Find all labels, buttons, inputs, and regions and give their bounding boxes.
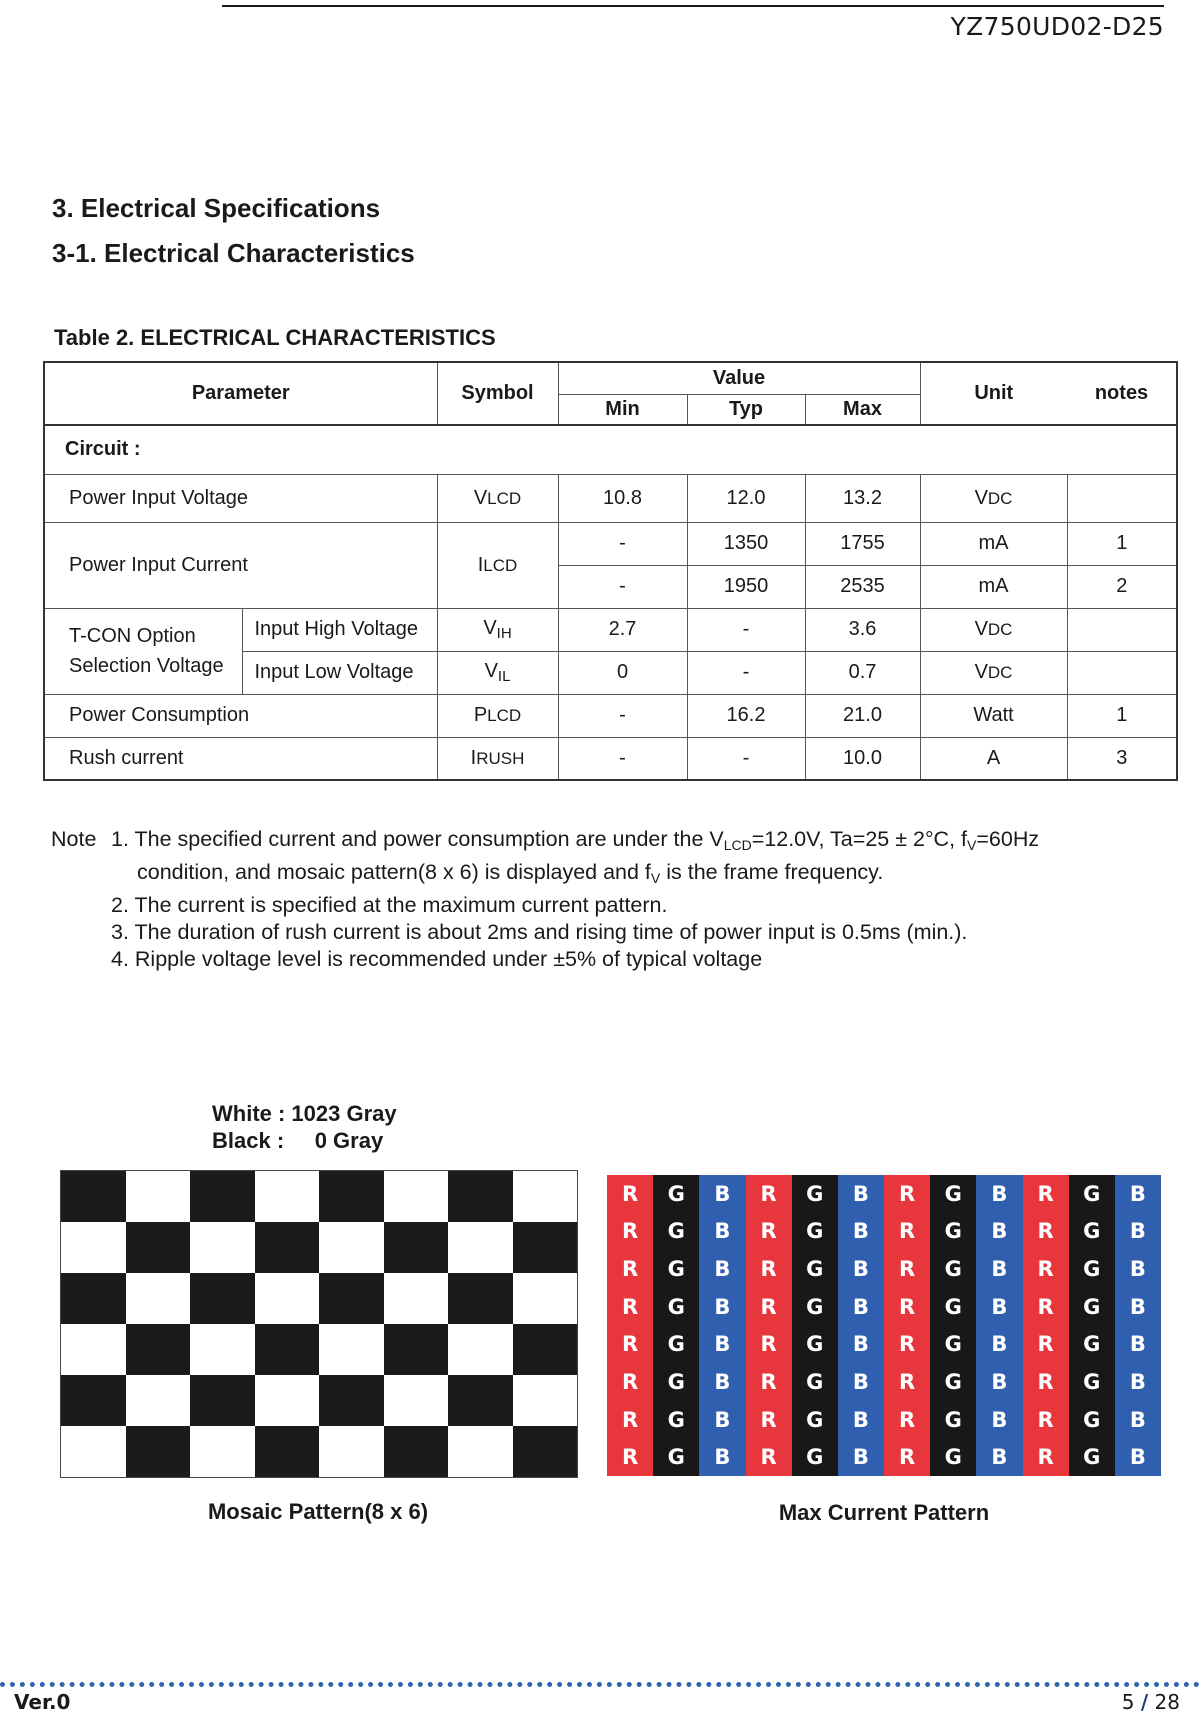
header-value: Value: [558, 362, 920, 394]
pattern-letter: G: [944, 1181, 962, 1206]
param-rush-current: Rush current: [44, 737, 437, 780]
pattern-letter: R: [621, 1369, 639, 1394]
pattern-column-g: [930, 1175, 976, 1476]
pattern-letter: R: [621, 1257, 639, 1282]
cell-notes: 1: [1067, 694, 1177, 737]
pattern-letter: B: [852, 1219, 869, 1244]
mosaic-cell: [255, 1222, 320, 1273]
param-power-input-voltage: Power Input Voltage: [44, 474, 437, 522]
pattern-letter: B: [714, 1407, 731, 1432]
mosaic-cell: [513, 1273, 578, 1324]
symbol-ilcd: ILCD: [437, 522, 558, 608]
mosaic-cell: [61, 1324, 126, 1375]
cell-notes: [1067, 474, 1177, 522]
cell-min: 10.8: [558, 474, 687, 522]
pattern-letter: G: [806, 1332, 824, 1357]
cell-min: 2.7: [558, 608, 687, 651]
pattern-letter: G: [1083, 1445, 1101, 1470]
pattern-letter: G: [1083, 1181, 1101, 1206]
mosaic-cell: [384, 1324, 449, 1375]
cell-unit: mA: [920, 565, 1067, 608]
pattern-letter: R: [898, 1219, 916, 1244]
pattern-letter: B: [714, 1181, 731, 1206]
pattern-letter: B: [1129, 1332, 1146, 1357]
pattern-letter: B: [852, 1445, 869, 1470]
param-power-consumption: Power Consumption: [44, 694, 437, 737]
mosaic-cell: [255, 1375, 320, 1426]
pattern-letter: B: [991, 1219, 1008, 1244]
subsection-title: 3-1. Electrical Characteristics: [52, 238, 415, 268]
pattern-letter: G: [944, 1294, 962, 1319]
cell-unit: VDC: [920, 608, 1067, 651]
pattern-letter: B: [1129, 1407, 1146, 1432]
mosaic-pattern: [60, 1170, 578, 1478]
mosaic-cell: [384, 1222, 449, 1273]
mosaic-legend: [212, 1100, 397, 1154]
table-row: [44, 522, 1177, 565]
version-label: Ver.0: [14, 1690, 71, 1714]
symbol-vih: $V_{IH}$: [437, 608, 558, 651]
section-title: 3. Electrical Specifications: [52, 193, 381, 223]
cell-typ: 12.0: [687, 474, 805, 522]
header-unit: Unit: [920, 362, 1067, 425]
mosaic-cell: [448, 1324, 513, 1375]
pattern-letter: R: [760, 1407, 777, 1432]
pattern-letter: B: [991, 1445, 1008, 1470]
pattern-column-r: [746, 1175, 792, 1476]
pattern-letter: R: [898, 1332, 916, 1357]
pattern-letter: G: [944, 1257, 962, 1282]
cell-max: 2535: [805, 565, 920, 608]
pattern-column-g: [792, 1175, 838, 1476]
mosaic-cell: [448, 1375, 513, 1426]
pattern-column-b: [976, 1175, 1022, 1476]
header-symbol: Symbol: [437, 362, 558, 425]
table-row: [44, 474, 1177, 522]
pattern-letter: G: [1083, 1219, 1101, 1244]
pattern-letter: G: [667, 1445, 685, 1470]
note-1: 1. The specified current and power consumption are under the VLCD=12.0V, Ta=25 ± 2°C, fV=60Hz: [111, 827, 1040, 853]
max-current-caption: Max Current Pattern: [778, 1500, 990, 1525]
pattern-column-g: [653, 1175, 699, 1476]
pattern-letter: R: [621, 1445, 639, 1470]
mosaic-cell: [255, 1273, 320, 1324]
electrical-characteristics-table: [43, 361, 1178, 781]
pattern-letter: R: [1037, 1445, 1054, 1470]
mosaic-cell: [61, 1375, 126, 1426]
pattern-letter: B: [852, 1257, 869, 1282]
mosaic-cell: [448, 1222, 513, 1273]
mosaic-cell: [190, 1426, 255, 1477]
cell-max: 1755: [805, 522, 920, 565]
header-notes: notes: [1067, 362, 1177, 425]
header-parameter: Parameter: [44, 362, 437, 425]
table-caption: Table 2. ELECTRICAL CHARACTERISTICS: [54, 325, 496, 350]
pattern-letter: B: [714, 1445, 731, 1470]
pattern-letter: G: [667, 1407, 685, 1432]
pattern-letter: R: [1037, 1181, 1054, 1206]
max-current-pattern: [607, 1175, 1161, 1476]
document-id: YZ750UD02-D25: [950, 12, 1164, 41]
pattern-letter: R: [621, 1294, 639, 1319]
page-number: 5 / 28: [1121, 1690, 1180, 1714]
mosaic-cell: [513, 1222, 578, 1273]
mosaic-cell: [255, 1324, 320, 1375]
pattern-letter: B: [852, 1332, 869, 1357]
pattern-letter: B: [714, 1294, 731, 1319]
pattern-letter: G: [667, 1257, 685, 1282]
cell-max: 3.6: [805, 608, 920, 651]
pattern-letter: B: [852, 1407, 869, 1432]
legend-white: White : 1023 Gray: [212, 1101, 397, 1126]
pattern-letter: R: [621, 1181, 639, 1206]
pattern-letter: R: [898, 1294, 916, 1319]
pattern-letter: R: [760, 1294, 777, 1319]
pattern-column-g: [1069, 1175, 1115, 1476]
mosaic-cell: [190, 1375, 255, 1426]
notes-block: [51, 826, 1039, 973]
cell-typ: 1350: [687, 522, 805, 565]
pattern-letter: R: [1037, 1407, 1054, 1432]
cell-unit: A: [920, 737, 1067, 780]
mosaic-cell: [513, 1426, 578, 1477]
cell-min: 0: [558, 651, 687, 694]
pattern-column-r: [607, 1175, 653, 1476]
pattern-letter: B: [1129, 1294, 1146, 1319]
mosaic-cell: [319, 1324, 384, 1375]
pattern-letter: G: [1083, 1407, 1101, 1432]
cell-unit: mA: [920, 522, 1067, 565]
pattern-letter: G: [667, 1219, 685, 1244]
mosaic-cell: [448, 1426, 513, 1477]
mosaic-cell: [61, 1273, 126, 1324]
pattern-letter: G: [1083, 1369, 1101, 1394]
legend-black: Black : 0 Gray: [212, 1128, 384, 1153]
symbol-vil: $V_{IL}$: [437, 651, 558, 694]
pattern-letter: B: [852, 1181, 869, 1206]
cell-min: -: [558, 737, 687, 780]
pattern-letter: R: [898, 1445, 916, 1470]
note-4: 4. Ripple voltage level is recommended under ±5% of typical voltage: [111, 947, 763, 971]
pattern-letter: B: [991, 1294, 1008, 1319]
pattern-letter: G: [944, 1407, 962, 1432]
cell-notes: 1: [1067, 522, 1177, 565]
mosaic-cell: [319, 1273, 384, 1324]
mosaic-cell: [190, 1324, 255, 1375]
mosaic-cell: [126, 1171, 191, 1222]
pattern-letter: B: [1129, 1445, 1146, 1470]
note-1-continued: condition, and mosaic pattern(8 x 6) is displayed and fV is the frame frequency.: [137, 860, 884, 886]
mosaic-cell: [384, 1426, 449, 1477]
pattern-letter: R: [898, 1181, 916, 1206]
pattern-letter: G: [1083, 1332, 1101, 1357]
mosaic-cell: [61, 1171, 126, 1222]
cell-notes: 2: [1067, 565, 1177, 608]
cell-unit: VDC: [920, 651, 1067, 694]
mosaic-cell: [448, 1273, 513, 1324]
mosaic-cell: [255, 1171, 320, 1222]
pattern-letter: B: [1129, 1257, 1146, 1282]
mosaic-cell: [190, 1273, 255, 1324]
mosaic-cell: [319, 1375, 384, 1426]
pattern-letter: G: [667, 1181, 685, 1206]
cell-notes: 3: [1067, 737, 1177, 780]
mosaic-cell: [190, 1222, 255, 1273]
header-max: Max: [805, 394, 920, 425]
pattern-letter: R: [898, 1257, 916, 1282]
pattern-letter: B: [714, 1219, 731, 1244]
mosaic-cell: [513, 1375, 578, 1426]
pattern-letter: R: [1037, 1294, 1054, 1319]
pattern-letter: B: [1129, 1219, 1146, 1244]
pattern-letter: B: [991, 1181, 1008, 1206]
pattern-letter: G: [667, 1369, 685, 1394]
mosaic-caption: Mosaic Pattern(8 x 6): [207, 1499, 429, 1524]
header-min: Min: [558, 394, 687, 425]
pattern-letter: R: [1037, 1369, 1054, 1394]
pattern-letter: G: [944, 1332, 962, 1357]
param-tcon-option: T-CON Option Selection Voltage: [44, 608, 242, 694]
cell-typ: 1950: [687, 565, 805, 608]
pattern-letter: G: [944, 1219, 962, 1244]
pattern-letter: G: [806, 1257, 824, 1282]
table-row: [44, 608, 1177, 651]
pattern-letter: G: [944, 1445, 962, 1470]
pattern-letter: R: [621, 1332, 639, 1357]
pattern-letter: B: [852, 1294, 869, 1319]
pattern-letter: G: [667, 1294, 685, 1319]
pattern-letter: R: [621, 1219, 639, 1244]
cell-min: -: [558, 694, 687, 737]
pattern-letter: B: [1129, 1369, 1146, 1394]
cell-max: 10.0: [805, 737, 920, 780]
pattern-letter: B: [1129, 1181, 1146, 1206]
header-rule: [222, 5, 1164, 7]
pattern-column-b: [838, 1175, 884, 1476]
pattern-letter: B: [991, 1332, 1008, 1357]
pattern-letter: R: [898, 1407, 916, 1432]
pattern-letter: R: [1037, 1332, 1054, 1357]
cell-max: 0.7: [805, 651, 920, 694]
param-power-input-current: Power Input Current: [44, 522, 437, 608]
pattern-letter: G: [1083, 1294, 1101, 1319]
symbol-plcd: PLCD: [437, 694, 558, 737]
cell-notes: [1067, 608, 1177, 651]
mosaic-cell: [319, 1171, 384, 1222]
pattern-letter: G: [806, 1294, 824, 1319]
cell-typ: -: [687, 608, 805, 651]
pattern-letter: G: [806, 1369, 824, 1394]
pattern-letter: B: [714, 1332, 731, 1357]
mosaic-cell: [513, 1324, 578, 1375]
mosaic-cell: [126, 1273, 191, 1324]
pattern-letter: R: [760, 1369, 777, 1394]
mosaic-cell: [61, 1426, 126, 1477]
mosaic-cell: [126, 1375, 191, 1426]
mosaic-cell: [126, 1324, 191, 1375]
pattern-letter: G: [944, 1369, 962, 1394]
symbol-vlcd: VLCD: [437, 474, 558, 522]
note-3: 3. The duration of rush current is about 2ms and rising time of power input is 0.5ms (min.).: [111, 920, 968, 944]
cell-max: 13.2: [805, 474, 920, 522]
table-row: [44, 694, 1177, 737]
pattern-letter: G: [806, 1407, 824, 1432]
mosaic-cell: [190, 1171, 255, 1222]
mosaic-cell: [126, 1222, 191, 1273]
cell-typ: 16.2: [687, 694, 805, 737]
pattern-letter: B: [714, 1369, 731, 1394]
pattern-letter: R: [760, 1332, 777, 1357]
cell-min: -: [558, 522, 687, 565]
pattern-letter: G: [806, 1219, 824, 1244]
pattern-letter: R: [621, 1407, 639, 1432]
table-row: [44, 737, 1177, 780]
pattern-letter: R: [1037, 1257, 1054, 1282]
pattern-letter: R: [1037, 1219, 1054, 1244]
pattern-letter: G: [667, 1332, 685, 1357]
cell-notes: [1067, 651, 1177, 694]
mosaic-cell: [319, 1426, 384, 1477]
pattern-letter: R: [760, 1219, 777, 1244]
pattern-letter: B: [991, 1369, 1008, 1394]
cell-unit: Watt: [920, 694, 1067, 737]
header-typ: Typ: [687, 394, 805, 425]
pattern-letter: R: [760, 1445, 777, 1470]
symbol-irush: IRUSH: [437, 737, 558, 780]
param-input-high-voltage: Input High Voltage: [242, 608, 437, 651]
pattern-letter: B: [852, 1369, 869, 1394]
circuit-label: Circuit :: [44, 425, 1177, 474]
mosaic-cell: [61, 1222, 126, 1273]
pattern-letter: G: [806, 1181, 824, 1206]
pattern-letter: R: [760, 1257, 777, 1282]
mosaic-cell: [384, 1375, 449, 1426]
pattern-column-r: [884, 1175, 930, 1476]
mosaic-cell: [255, 1426, 320, 1477]
mosaic-cell: [384, 1171, 449, 1222]
cell-typ: -: [687, 737, 805, 780]
cell-max: 21.0: [805, 694, 920, 737]
cell-min: -: [558, 565, 687, 608]
pattern-column-b: [699, 1175, 745, 1476]
mosaic-cell: [126, 1426, 191, 1477]
pattern-letter: G: [806, 1445, 824, 1470]
note-2: 2. The current is specified at the maximum current pattern.: [111, 893, 668, 917]
cell-typ: -: [687, 651, 805, 694]
pattern-letter: R: [760, 1181, 777, 1206]
pattern-letter: B: [991, 1407, 1008, 1432]
mosaic-cell: [384, 1273, 449, 1324]
mosaic-cell: [513, 1171, 578, 1222]
pattern-letter: R: [898, 1369, 916, 1394]
mosaic-cell: [448, 1171, 513, 1222]
param-input-low-voltage: Input Low Voltage: [242, 651, 437, 694]
pattern-letter: G: [1083, 1257, 1101, 1282]
pattern-column-r: [1023, 1175, 1069, 1476]
mosaic-cell: [319, 1222, 384, 1273]
pattern-column-b: [1115, 1175, 1161, 1476]
note-label: Note: [51, 827, 97, 851]
pattern-letter: B: [991, 1257, 1008, 1282]
cell-unit: VDC: [920, 474, 1067, 522]
pattern-letter: B: [714, 1257, 731, 1282]
footer-rule: [0, 1682, 1200, 1687]
